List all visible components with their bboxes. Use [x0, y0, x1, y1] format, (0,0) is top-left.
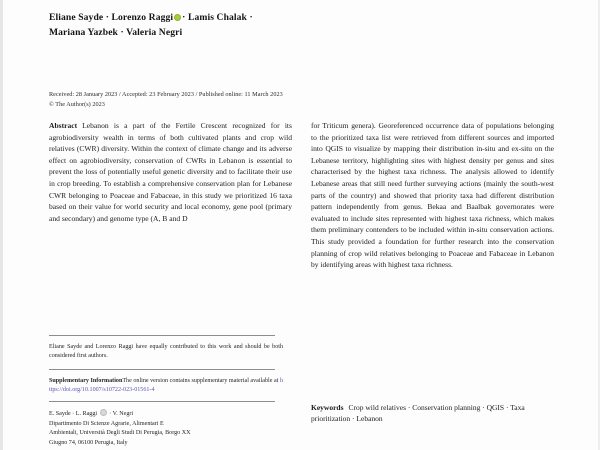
keywords-block — [311, 402, 551, 425]
affiliation-line-2: Dipartimento Di Scienze Agrarie, Alimentari E — [49, 420, 164, 427]
equal-contribution-note: Eliane Sayde and Lorenzo Raggi have equally contributed to this work and should be both considered first authors. — [49, 344, 283, 360]
received-accepted-published: Received: 28 January 2023 / Accepted: 23 February 2023 / Published online: 11 March 2023 — [49, 91, 283, 98]
author-line-1-part-1: Eliane Sayde · Lorenzo Raggi — [49, 12, 174, 23]
footnote-block — [49, 335, 292, 448]
spacer — [49, 336, 292, 343]
keywords-label: Keywords — [311, 403, 344, 412]
author-line-2: Mariana Yazbek · Valeria Negri — [49, 26, 183, 38]
abstract-label: Abstract — [49, 121, 78, 130]
affiliation-line-3: Ambientali, Università Degli Studi Di Perugia, Borgo XX — [49, 430, 191, 437]
right-column — [311, 120, 554, 450]
affiliation-block — [49, 409, 285, 448]
left-column — [49, 120, 292, 450]
two-column-body — [49, 120, 554, 450]
publication-dates — [49, 90, 554, 109]
affiliation-authors-part-2: · V. Negri — [109, 411, 134, 418]
affiliation-line-4: Giugno 74, 06100 Perugia, Italy — [49, 439, 128, 446]
abstract-text-right: for Triticum genera). Georeferenced occurrence data of populations belonging to the prioritized taxa list were retrieved from different sources and imported into QGIS to visualize by mapping their distribution in-situ and ex-situ on the Lebanese territory, highlighting sites with highest density per genus and sites characterised by the highest taxa richness. The analysis allowed to identify Lebanese areas that still need further surveying actions (mainly the south-west parts of the country) and showed that priority taxa had different distribution pattern independently from genus. Bekaa and Baalbak governorates were evaluated to include sites represented with highest taxa richness, which makes them preliminary contenders to be included within in-situ conservation actions. This study provided a foundation for further research into the conservation planning of crop wild relatives belonging to Poaceae and Fabaceae in Lebanon by identifying areas with highest taxa richness. — [311, 121, 554, 270]
spacer — [49, 370, 292, 377]
supplementary-doi-link[interactable]: https://doi.org/10.1007/s10722-023-01561-4 — [49, 377, 283, 393]
orcid-icon[interactable] — [174, 14, 181, 21]
supplementary-information-note — [49, 377, 283, 396]
page-content — [49, 0, 554, 450]
spacer — [49, 362, 292, 369]
abstract-block — [49, 120, 292, 224]
spacer — [49, 402, 292, 409]
supplementary-label: Supplementary Information — [49, 377, 123, 384]
copyright-line: © The Author(s) 2023 — [49, 100, 105, 108]
keywords-text: Crop wild relatives · Conservation planning · QGIS · Taxa prioritization · Lebanon — [311, 403, 525, 424]
affiliation-authors-part-1: E. Sayde · L. Raggi — [49, 411, 98, 418]
supplementary-text: The online version contains supplementary material available at — [122, 377, 280, 384]
abstract-text-left: Lebanon is a part of the Fertile Crescent recognized for its agrobiodiversity wealth in terms of both cultivated plants and crop wild relatives (CWR) diversity. Within the context of climate change and its adverse effect on agrobiodiversity, conservation of CWRs in Lebanon is essential to prevent the loss of potentially useful genetic diversity and to facilitate their use in crop breeding. To establish a comprehensive conservation plan for Lebanese CWR belonging to Poaceae and Fabaceae, in this study we prioritized 16 taxa based on their value for world security and local economy, gene pool (primary and secondary) and genome type (A, B and D — [49, 121, 292, 223]
orcid-icon-affiliation[interactable] — [100, 409, 107, 416]
author-byline — [49, 11, 304, 40]
author-line-1-part-2: · Lamis Chalak · — [182, 12, 253, 23]
